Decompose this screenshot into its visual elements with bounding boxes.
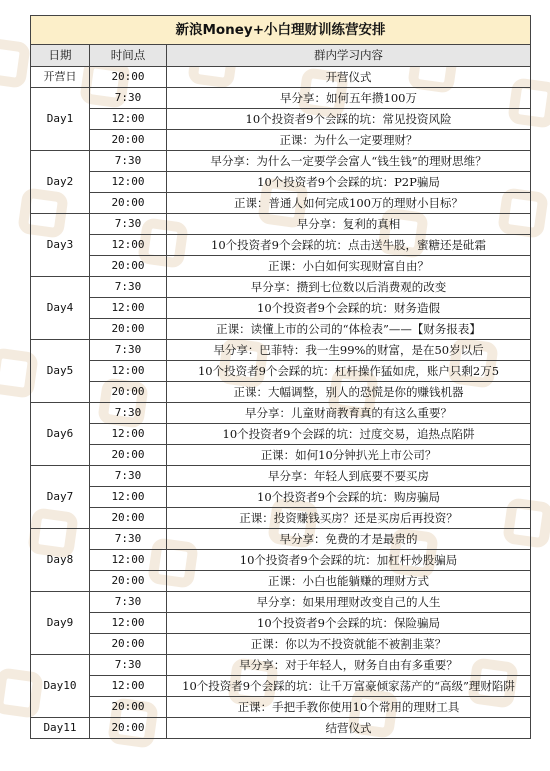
table-row [31,340,531,361]
table-row [31,592,531,613]
content-cell: 10个投资者9个会踩的坑：让千万富豪倾家荡产的“高级”理财陷阱 [167,676,531,697]
content-cell: 10个投资者9个会踩的坑：财务造假 [167,298,531,319]
time-cell: 20:00 [90,718,167,739]
column-header-content: 群内学习内容 [167,45,531,67]
table-row [31,319,531,340]
schedule-body [31,67,531,739]
table-row [31,403,531,424]
content-cell: 早分享：复利的真相 [167,214,531,235]
table-row [31,634,531,655]
time-cell: 12:00 [90,235,167,256]
time-cell: 12:00 [90,109,167,130]
table-row [31,676,531,697]
time-cell: 12:00 [90,550,167,571]
content-cell: 开营仪式 [167,67,531,88]
day-cell: Day4 [31,277,90,340]
content-cell: 正课：小白也能躺赚的理财方式 [167,571,531,592]
time-cell: 7:30 [90,529,167,550]
table-row [31,466,531,487]
content-cell: 10个投资者9个会踩的坑：P2P骗局 [167,172,531,193]
table-row [31,361,531,382]
time-cell: 7:30 [90,151,167,172]
table-row [31,235,531,256]
table-row [31,508,531,529]
time-cell: 7:30 [90,340,167,361]
time-cell: 20:00 [90,193,167,214]
table-row [31,424,531,445]
day-cell: Day10 [31,655,90,718]
content-cell: 结营仪式 [167,718,531,739]
day-cell: Day11 [31,718,90,739]
table-row [31,655,531,676]
day-cell: Day9 [31,592,90,655]
column-header-time: 时间点 [90,45,167,67]
time-cell: 20:00 [90,508,167,529]
day-cell: Day8 [31,529,90,592]
time-cell: 12:00 [90,424,167,445]
content-cell: 早分享：如果用理财改变自己的人生 [167,592,531,613]
content-cell: 正课：手把手教你使用10个常用的理财工具 [167,697,531,718]
content-cell: 正课：读懂上市的公司的“体检表”——【财务报表】 [167,319,531,340]
time-cell: 20:00 [90,697,167,718]
content-cell: 正课：你以为不投资就能不被割韭菜？ [167,634,531,655]
content-cell: 10个投资者9个会踩的坑：加杠杆炒股骗局 [167,550,531,571]
content-cell: 10个投资者9个会踩的坑：常见投资风险 [167,109,531,130]
content-cell: 早分享：儿童财商教育真的有这么重要？ [167,403,531,424]
day-cell: 开营日 [31,67,90,88]
day-cell: Day7 [31,466,90,529]
content-cell: 正课：投资赚钱买房？还是买房后再投资？ [167,508,531,529]
table-row [31,172,531,193]
content-cell: 早分享：如何五年攒100万 [167,88,531,109]
time-cell: 20:00 [90,130,167,151]
table-row [31,613,531,634]
time-cell: 12:00 [90,487,167,508]
time-cell: 7:30 [90,88,167,109]
time-cell: 7:30 [90,214,167,235]
time-cell: 7:30 [90,655,167,676]
table-row [31,718,531,739]
table-row [31,571,531,592]
content-cell: 10个投资者9个会踩的坑：过度交易，追热点陷阱 [167,424,531,445]
content-cell: 早分享：巴菲特：我一生99%的财富，是在50岁以后 [167,340,531,361]
table-row [31,445,531,466]
column-header-date: 日期 [31,45,90,67]
time-cell: 12:00 [90,676,167,697]
table-row [31,277,531,298]
time-cell: 20:00 [90,445,167,466]
table-row [31,130,531,151]
time-cell: 20:00 [90,571,167,592]
table-row [31,256,531,277]
content-cell: 10个投资者9个会踩的坑：杠杆操作猛如虎，账户只剩2万5 [167,361,531,382]
time-cell: 20:00 [90,319,167,340]
table-row [31,487,531,508]
time-cell: 12:00 [90,298,167,319]
time-cell: 7:30 [90,466,167,487]
content-cell: 正课：普通人如何完成100万的理财小目标？ [167,193,531,214]
page-title: 新浪Money+小白理财训练营安排 [31,16,531,45]
time-cell: 12:00 [90,172,167,193]
day-cell: Day2 [31,151,90,214]
time-cell: 12:00 [90,361,167,382]
day-cell: Day3 [31,214,90,277]
table-row [31,214,531,235]
content-cell: 正课：小白如何实现财富自由？ [167,256,531,277]
day-cell: Day6 [31,403,90,466]
time-cell: 20:00 [90,382,167,403]
time-cell: 7:30 [90,592,167,613]
table-row [31,550,531,571]
schedule-table [30,15,531,739]
content-cell: 10个投资者9个会踩的坑：购房骗局 [167,487,531,508]
time-cell: 7:30 [90,277,167,298]
time-cell: 20:00 [90,634,167,655]
table-row [31,298,531,319]
content-cell: 正课：如何10分钟扒光上市公司？ [167,445,531,466]
table-row [31,109,531,130]
table-row [31,67,531,88]
table-row [31,697,531,718]
time-cell: 7:30 [90,403,167,424]
content-cell: 早分享：对于年轻人，财务自由有多重要？ [167,655,531,676]
time-cell: 20:00 [90,67,167,88]
content-cell: 早分享：攒到七位数以后消费观的改变 [167,277,531,298]
content-cell: 正课：大幅调整，别人的恐慌是你的赚钱机器 [167,382,531,403]
table-row [31,88,531,109]
day-cell: Day5 [31,340,90,403]
content-cell: 早分享：年轻人到底要不要买房 [167,466,531,487]
table-row [31,151,531,172]
table-row [31,529,531,550]
time-cell: 12:00 [90,613,167,634]
content-cell: 正课：为什么一定要理财？ [167,130,531,151]
content-cell: 早分享：为什么一定要学会富人“钱生钱”的理财思维？ [167,151,531,172]
time-cell: 20:00 [90,256,167,277]
table-row [31,193,531,214]
table-row [31,382,531,403]
day-cell: Day1 [31,88,90,151]
content-cell: 10个投资者9个会踩的坑：点击送牛股，蜜糖还是砒霜 [167,235,531,256]
content-cell: 10个投资者9个会踩的坑：保险骗局 [167,613,531,634]
content-cell: 早分享：免费的才是最贵的 [167,529,531,550]
